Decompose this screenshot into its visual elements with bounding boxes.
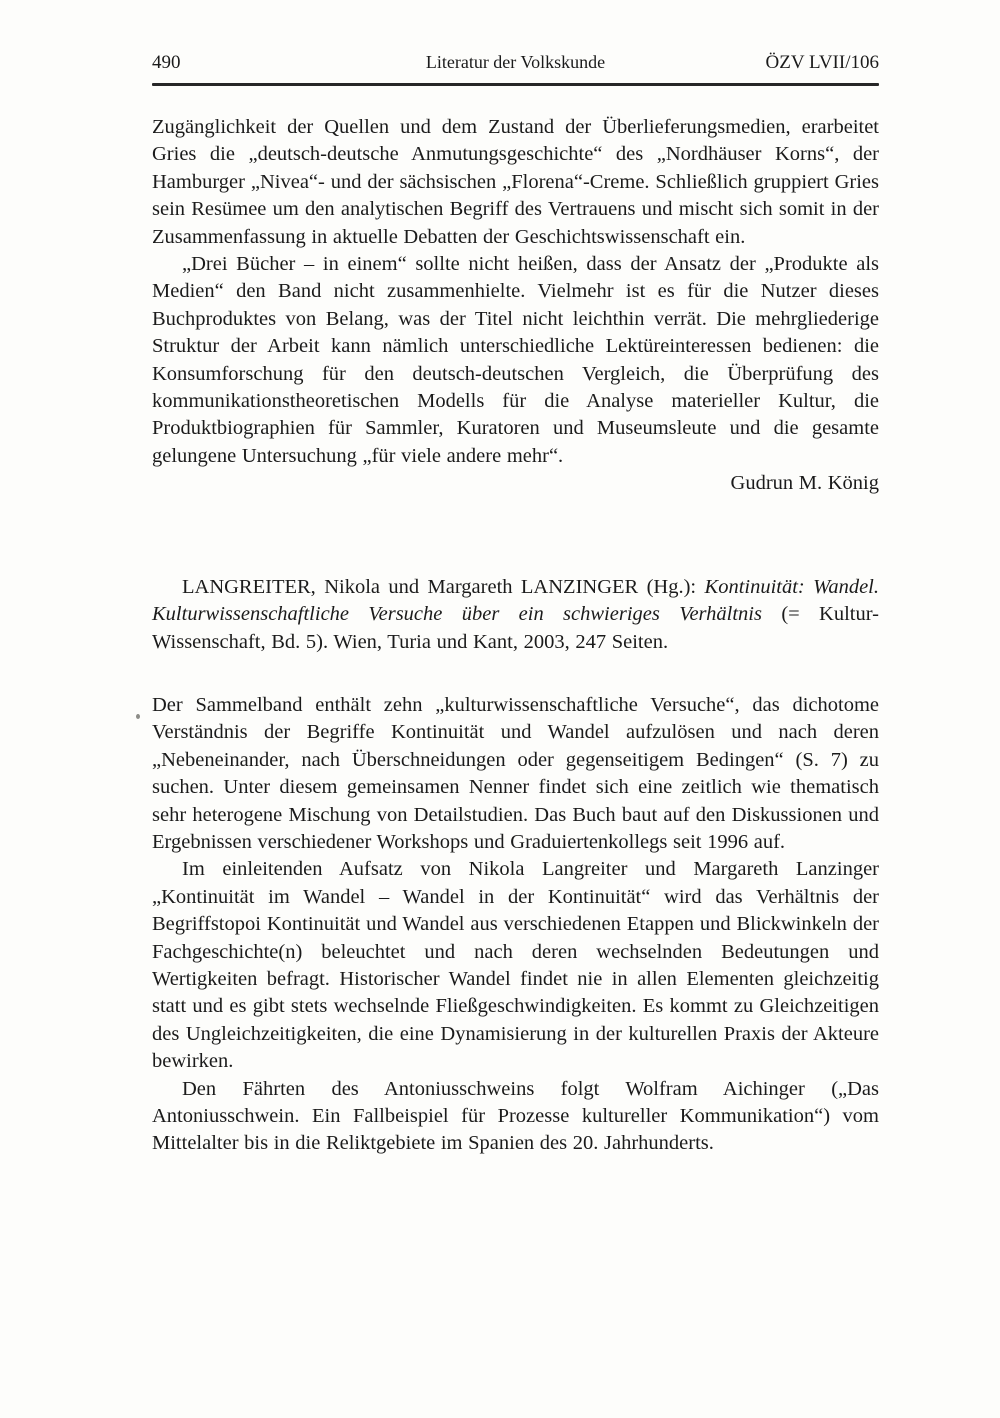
citation-authors: LANGREITER, Nikola und Margareth LANZINGER (Hg.): <box>182 575 705 598</box>
running-title: Literatur der Volkskunde <box>425 52 606 72</box>
review1-paragraph-2: „Drei Bücher – in einem“ sollte nicht heißen, dass der Ansatz der „Produkte als Medien“ den Band nicht zusammenhielte. Vielmehr ist es für die Nutzer dieses Buchproduktes von Belang, was der Titel nicht leichthin verrät. Die mehrgliederige Struktur der Arbeit kann nämlich unterschiedliche Lektüreinteressen bedienen: die Konsumforschung für den deutsch-deutschen Vergleich, die Überprüfung des kommunikationstheoretischen Modells für die Analyse materieller Kultur, die Produktbiographien für Sammler, Kuratoren und Museumsleute und die gesamte gelungene Untersuchung „für viele andere mehr“. <box>152 253 879 467</box>
review2-paragraph-1: Der Sammelband enthält zehn „kulturwissenschaftliche Versuche“, das dichotome Verständnis der Begriffe Kontinuität und Wandel aufzulösen und nach deren „Nebeneinander, nach Überschneidungen oder gegenseitigem Bedingen“ (S. 7) zu suchen. Unter diesem gemeinsamen Nenner findet sich eine zeitlich wie thematisch sehr heterogene Mischung von Detailstudien. Das Buch baut auf den Diskussionen und Ergebnissen verschiedener Workshops und Graduiertenkollegs seit 1996 auf. <box>152 693 879 853</box>
page-number: 490 <box>152 52 181 73</box>
citation-title: Kontinuität: Wandel. Kulturwissenschaftliche Versuche über ein schwieriges Verhältnis <box>152 575 879 626</box>
reviewer-signature: Gudrun M. König <box>730 472 879 495</box>
review2-paragraph-2: Im einleitenden Aufsatz von Nikola Langreiter und Margareth Lanzinger „Kontinuität im Wandel – Wandel in der Kontinuität“ wird das Verhältnis der Begriffstopoi Kontinuität und Wandel aus verschiedenen Etappen und Blickwinkeln der Fachgeschichte(n) beleuchtet und nach deren wechselnden Bedeutungen und Wertigkeiten befragt. Historischer Wandel findet nie in allen Elementen gleichzeitig statt und es gibt stets wechselnde Fließgeschwindigkeiten. Es kommt zu Gleichzeitigen des Ungleichzeitigkeiten, die eine Dynamisierung in der kulturellen Praxis der Akteure bewirken. <box>152 858 879 1073</box>
header-rule <box>152 83 879 86</box>
scan-artifact-dot <box>136 714 140 719</box>
page-content <box>152 51 879 1158</box>
review1-paragraph-1: Zugänglichkeit der Quellen und dem Zustand der Überlieferungsmedien, erarbeitet Gries die „deutsch-deutsche Anmutungsgeschichte“ des „Nordhäuser Korns“, der Hamburger „Nivea“- und der sächsischen „Florena“-Creme. Schließlich gruppiert Gries sein Resümee um den analytischen Begriff des Vertrauens und mischt sich somit in der Zusammenfassung in aktuelle Debatten der Geschichtswissenschaft ein. <box>152 116 879 248</box>
issue-label: ÖZV LVII/106 <box>765 52 879 73</box>
review2-paragraph-3: Den Fährten des Antoniusschweins folgt Wolfram Aichinger („Das Antoniusschwein. Ein Fallbeispiel für Prozesse kultureller Kommunikation“) vom Mittelalter bis in die Reliktgebiete im Spanien des 20. Jahrhunderts. <box>152 1077 879 1155</box>
citation-publication: (= Kultur-Wissenschaft, Bd. 5). Wien, Turia und Kant, 2003, 247 Seiten. <box>152 603 879 653</box>
page-header <box>152 51 879 74</box>
page-body <box>152 114 879 1158</box>
review2-citation <box>152 574 879 656</box>
